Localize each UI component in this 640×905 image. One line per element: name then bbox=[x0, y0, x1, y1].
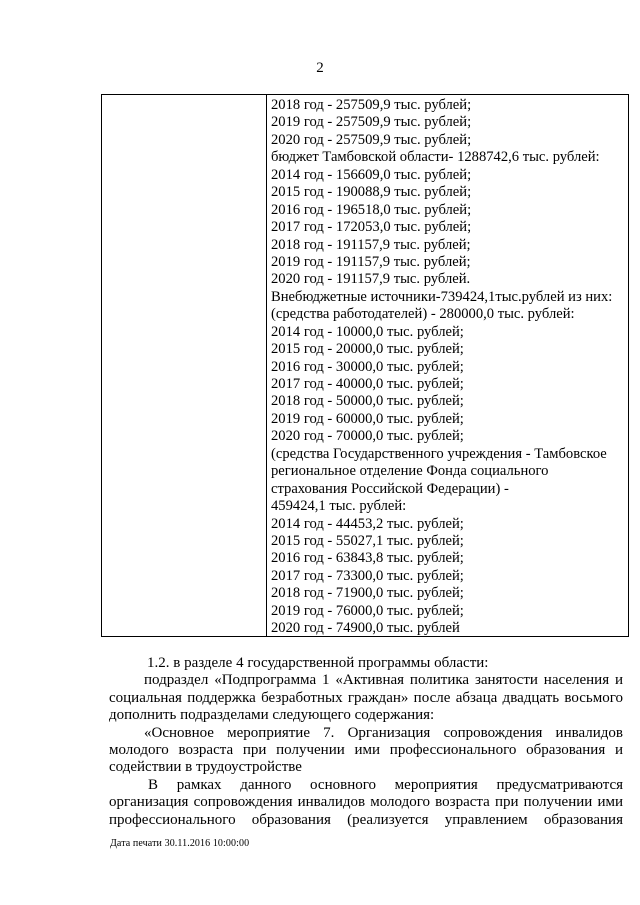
table-line: 2015 год - 55027,1 тыс. рублей; bbox=[271, 532, 464, 549]
table-line: 2016 год - 63843,8 тыс. рублей; bbox=[271, 550, 464, 567]
paragraph-measure-line-3: содействии в трудоустройстве bbox=[109, 759, 302, 776]
table-line: 2015 год - 20000,0 тыс. рублей; bbox=[271, 341, 464, 358]
table-line: 2014 год - 156609,0 тыс. рублей; bbox=[271, 166, 472, 183]
table-line: 2018 год - 191157,9 тыс. рублей; bbox=[271, 236, 471, 253]
table-line: 2019 год - 60000,0 тыс. рублей; bbox=[271, 410, 464, 427]
table-line: региональное отделение Фонда социального bbox=[271, 463, 549, 480]
paragraph-measure-line-1: «Основное мероприятие 7. Организация сопровождения инвалидов bbox=[144, 724, 623, 741]
print-date: Дата печати 30.11.2016 10:00:00 bbox=[110, 838, 250, 849]
paragraph-scope-line-2: организация сопровождения инвалидов молодого возраста при получении ими bbox=[109, 794, 623, 811]
table-line: 2020 год - 257509,9 тыс. рублей; bbox=[271, 131, 472, 148]
table-right-cell bbox=[271, 97, 622, 638]
table-line: 2017 год - 73300,0 тыс. рублей; bbox=[271, 567, 464, 584]
table-line: 2016 год - 30000,0 тыс. рублей; bbox=[271, 358, 464, 375]
table-line: 2020 год - 191157,9 тыс. рублей. bbox=[271, 271, 471, 288]
table-line: 2018 год - 71900,0 тыс. рублей; bbox=[271, 585, 464, 602]
table-line: 2017 год - 172053,0 тыс. рублей; bbox=[271, 219, 472, 236]
table-line: 2014 год - 10000,0 тыс. рублей; bbox=[271, 323, 464, 340]
paragraph-measure-line-2: молодого возраста при получении ими профессионального образования и bbox=[109, 742, 623, 759]
paragraph-subsection-line-3: дополнить подразделами следующего содержания: bbox=[109, 707, 435, 724]
table-column-divider bbox=[266, 95, 267, 636]
budget-table bbox=[101, 94, 629, 637]
table-line: 2019 год - 76000,0 тыс. рублей; bbox=[271, 602, 464, 619]
table-line: 2018 год - 50000,0 тыс. рублей; bbox=[271, 393, 464, 410]
table-line: бюджет Тамбовской области- 1288742,6 тыс. рублей: bbox=[271, 149, 600, 166]
table-line: (средства Государственного учреждения - Тамбовское bbox=[271, 445, 607, 462]
table-line: 459424,1 тыс. рублей: bbox=[271, 498, 407, 515]
table-line: 2019 год - 191157,9 тыс. рублей; bbox=[271, 253, 471, 270]
table-line: (средства работодателей) - 280000,0 тыс. рублей: bbox=[271, 306, 575, 323]
table-line: страхования Российской Федерации) - bbox=[271, 480, 509, 497]
table-line: 2020 год - 74900,0 тыс. рублей bbox=[271, 620, 460, 637]
table-line: 2019 год - 257509,9 тыс. рублей; bbox=[271, 114, 472, 131]
body-text bbox=[109, 655, 623, 829]
paragraph-section-change: 1.2. в разделе 4 государственной программы области: bbox=[147, 655, 489, 671]
table-line: 2017 год - 40000,0 тыс. рублей; bbox=[271, 376, 464, 392]
table-line: Внебюджетные источники-739424,1тыс.рублей из них: bbox=[271, 288, 613, 305]
page-number: 2 bbox=[316, 60, 324, 76]
table-line: 2016 год - 196518,0 тыс. рублей; bbox=[271, 201, 472, 218]
table-line: 2015 год - 190088,9 тыс. рублей; bbox=[271, 184, 472, 201]
paragraph-subsection-line-1: подраздел «Подпрограмма 1 «Активная политика занятости населения и bbox=[144, 672, 623, 689]
paragraph-scope-line-1: В рамках данного основного мероприятия предусматриваются bbox=[148, 776, 623, 793]
table-line: 2018 год - 257509,9 тыс. рублей; bbox=[271, 97, 472, 113]
paragraph-subsection-line-2: социальная поддержка безработных граждан» после абзаца двадцать восьмого bbox=[109, 689, 623, 706]
table-line: 2020 год - 70000,0 тыс. рублей; bbox=[271, 428, 464, 445]
paragraph-scope-line-3: профессионального образования (реализуется управлением образования bbox=[109, 811, 623, 828]
table-line: 2014 год - 44453,2 тыс. рублей; bbox=[271, 515, 464, 532]
